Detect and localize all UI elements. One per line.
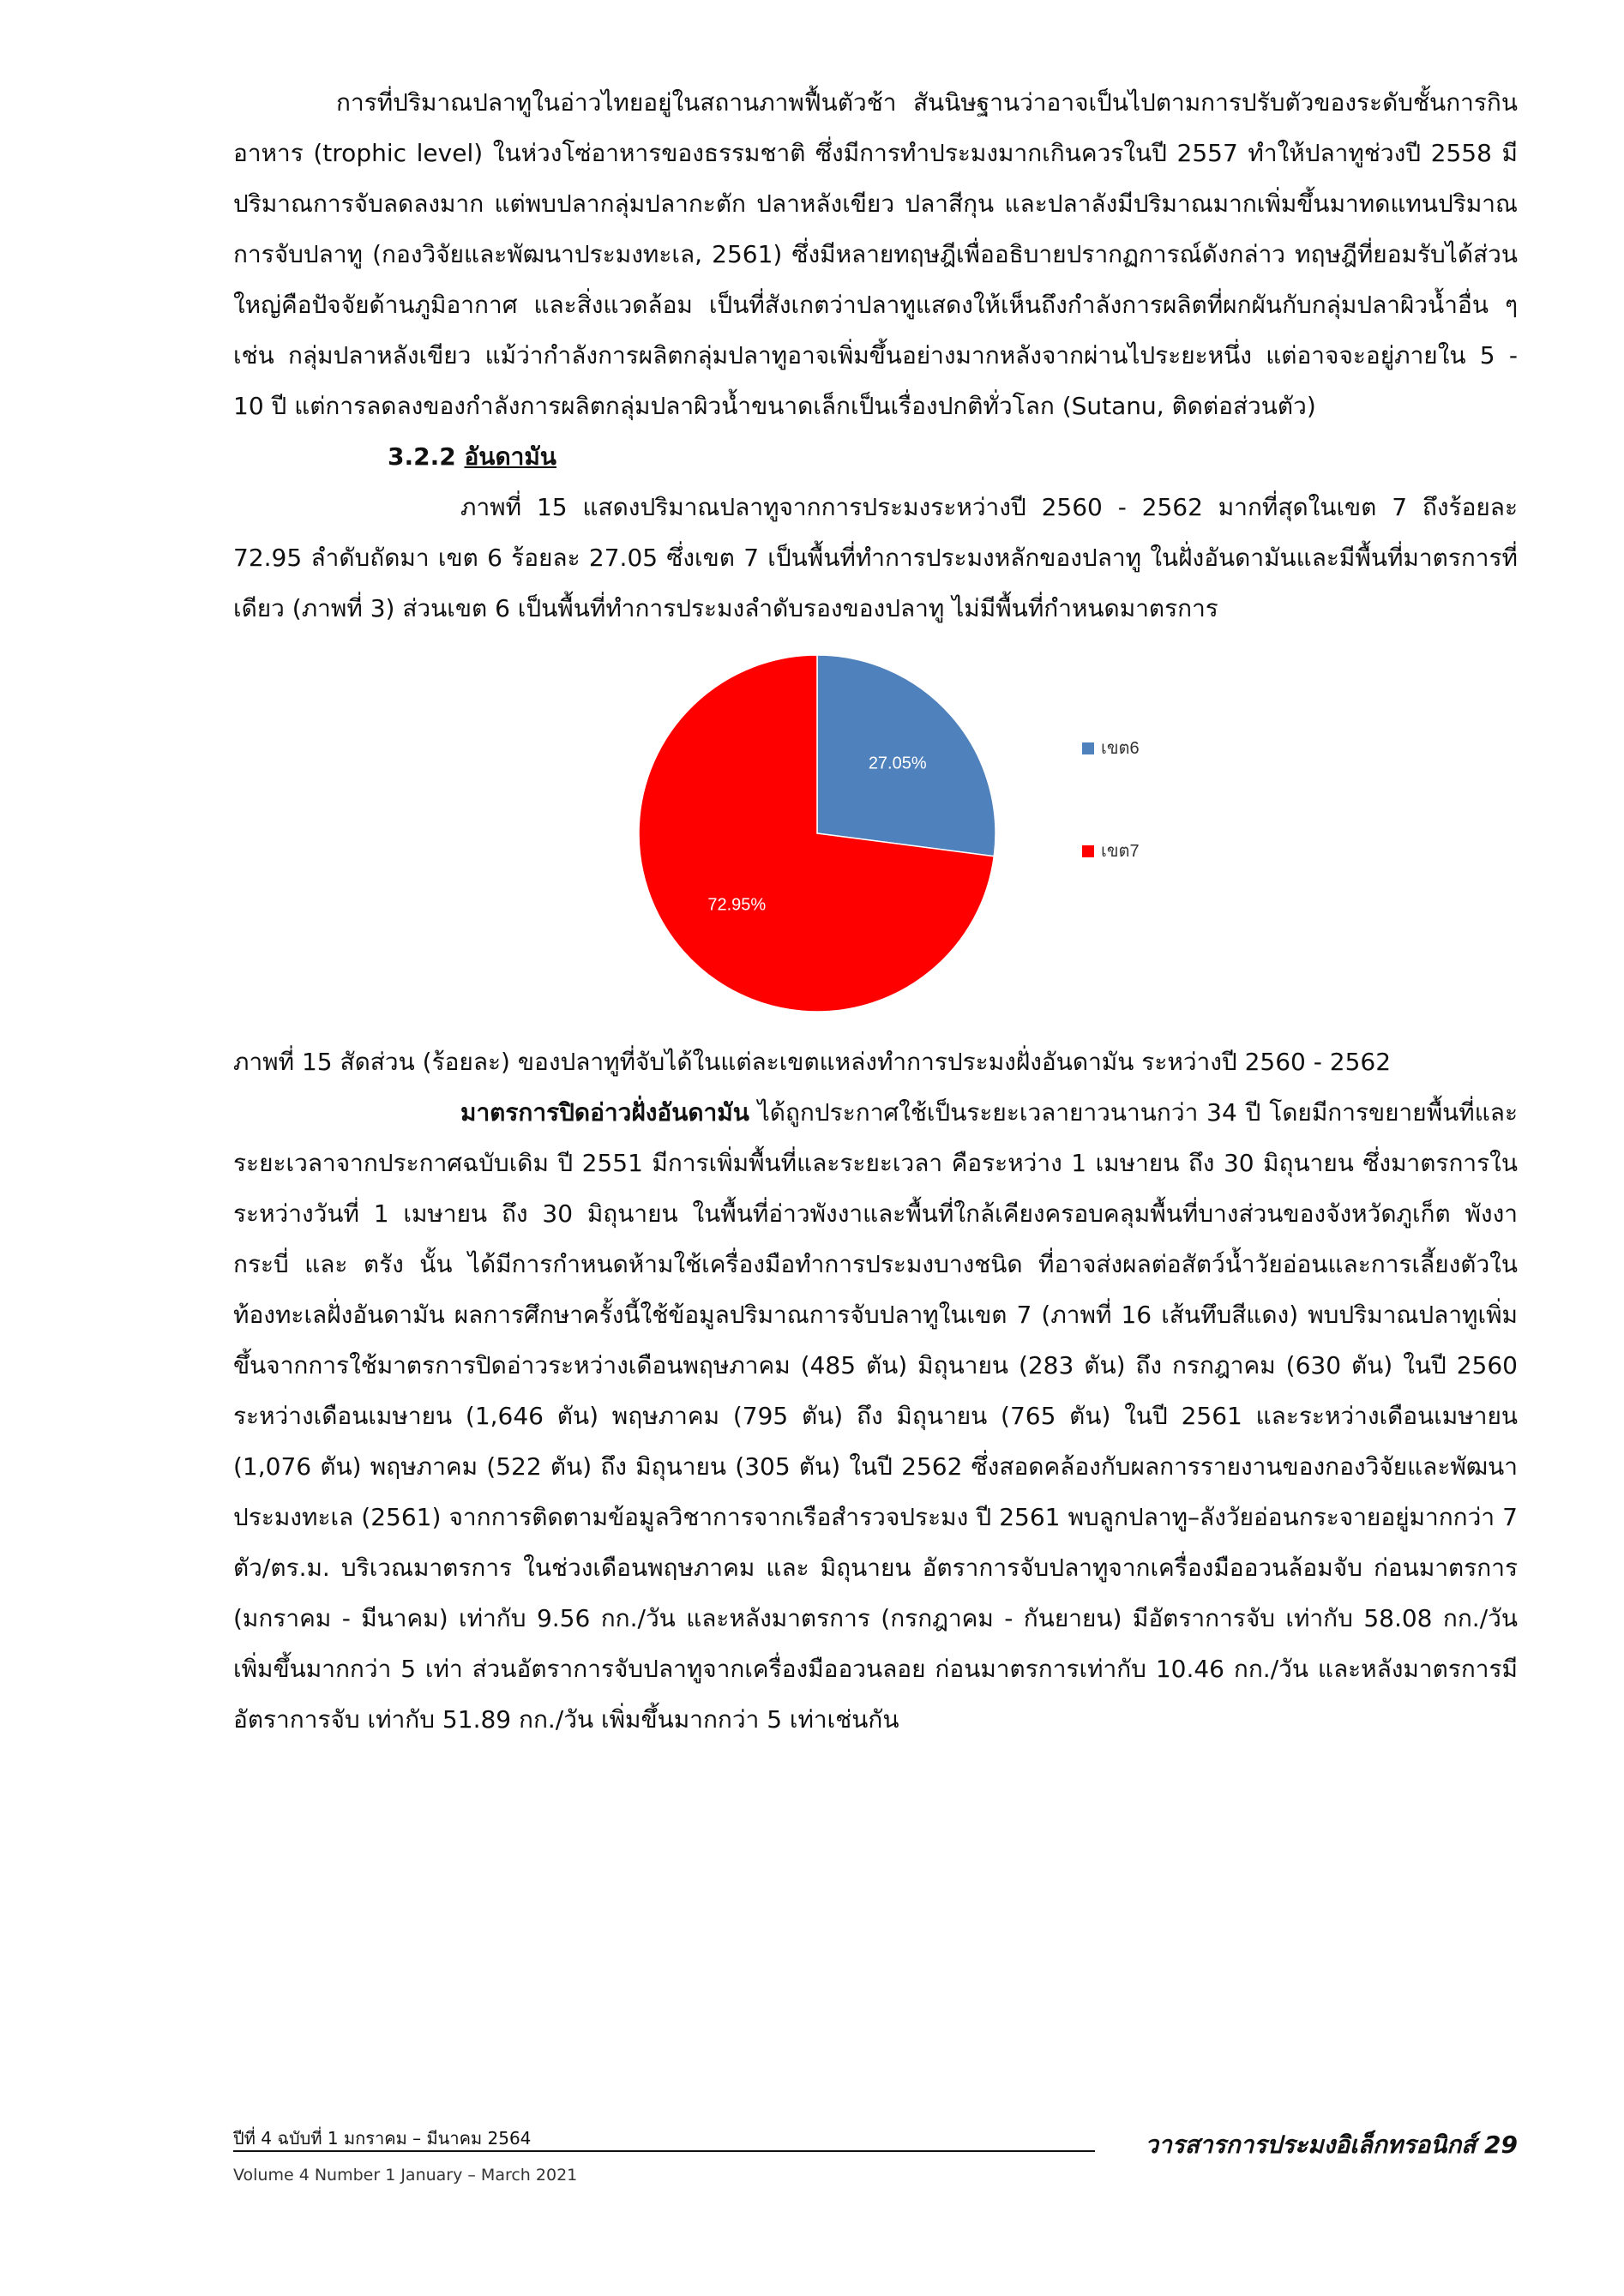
pie-chart	[233, 634, 1518, 1037]
legend-swatch	[1082, 742, 1094, 754]
section-heading	[233, 431, 1518, 482]
legend-label: เขต6	[1101, 739, 1140, 758]
figure-caption: ภาพที่ 15 สัดส่วน (ร้อยละ) ของปลาทูที่จับได้ในแต่ละเขตแหล่งทำการประมงฝั่งอันดามัน ระหว่างปี 2560 - 2562	[233, 1048, 1392, 1076]
section-title: อันดามัน	[464, 442, 556, 471]
page-content	[233, 77, 1518, 1745]
section-number: 3.2.2	[388, 442, 456, 471]
footer-rule	[233, 2150, 1095, 2152]
legend-swatch	[1082, 845, 1094, 857]
paragraph-closure-measure	[233, 1087, 1518, 1745]
footer-issue-thai: ปีที่ 4 ฉบับที่ 1 มกราคม – มีนาคม 2564	[233, 2128, 532, 2149]
closure-measure-title: มาตรการปิดอ่าวฝั่งอันดามัน	[460, 1098, 749, 1127]
footer-journal-title: วารสารการประมงอิเล็กทรอนิกส์ 29	[1145, 2131, 1518, 2159]
paragraph-gulf-recovery: การที่ปริมาณปลาทูในอ่าวไทยอยู่ในสถานภาพฟื้นตัวช้า สันนิษฐานว่าอาจเป็นไปตามการปรับตัวของระดับชั้นการกินอาหาร (trophic level) ในห่วงโซ่อาหารของธรรมชาติ ซึ่งมีการทำประมงมากเกินควรในปี 2557 ทำให้ปลาทูช่วงปี 2558 มีปริมาณการจับลดลงมาก แต่พบปลากลุ่มปลากะตัก ปลาหลังเขียว ปลาสีกุน และปลาลังมีปริมาณมากเพิ่มขึ้นมาทดแทนปริมาณการจับปลาทู (กองวิจัยและพัฒนาประมงทะเล, 2561) ซึ่งมีหลายทฤษฎีเพื่ออธิบายปรากฏการณ์ดังกล่าว ทฤษฎีที่ยอมรับได้ส่วนใหญ่คือปัจจัยด้านภูมิอากาศ และสิ่งแวดล้อม เป็นที่สังเกตว่าปลาทูแสดงให้เห็นถึงกำลังการผลิตที่ผกผันกับกลุ่มปลาผิวน้ำอื่น ๆ เช่น กลุ่มปลาหลังเขียว แม้ว่ากำลังการผลิตกลุ่มปลาทูอาจเพิ่มขึ้นอย่างมากหลังจากผ่านไประยะหนึ่ง แต่อาจจะอยู่ภายใน 5 - 10 ปี แต่การลดลงของกำลังการผลิตกลุ่มปลาผิวน้ำขนาดเล็กเป็นเรื่องปกติทั่วโลก (Sutanu, ติดต่อส่วนตัว)	[233, 88, 1518, 420]
closure-measure-body: ได้ถูกประกาศใช้เป็นระยะเวลายาวนานกว่า 34 ปี โดยมีการขยายพื้นที่และระยะเวลาจากประกาศฉบับเดิม ปี 2551 มีการเพิ่มพื้นที่และระยะเวลา คือระหว่าง 1 เมษายน ถึง 30 มิถุนายน ซึ่งมาตรการในระหว่างวันที่ 1 เมษายน ถึง 30 มิถุนายน ในพื้นที่อ่าวพังงาและพื้นที่ใกล้เคียงครอบคลุมพื้นที่บางส่วนของจังหวัดภูเก็ต พังงา กระบี่ และ ตรัง นั้น ได้มีการกำหนดห้ามใช้เครื่องมือทำการประมงบางชนิด ที่อาจส่งผลต่อสัตว์น้ำวัยอ่อนและการเลี้ยงตัวในท้องทะเลฝั่งอันดามัน ผลการศึกษาครั้งนี้ใช้ข้อมูลปริมาณการจับปลาทูในเขต 7 (ภาพที่ 16 เส้นทึบสีแดง) พบปริมาณปลาทูเพิ่มขึ้นจากการใช้มาตรการปิดอ่าวระหว่างเดือนพฤษภาคม (485 ตัน) มิถุนายน (283 ตัน) ถึง กรกฎาคม (630 ตัน) ในปี 2560 ระหว่างเดือนเมษายน (1,646 ตัน) พฤษภาคม (795 ตัน) ถึง มิถุนายน (765 ตัน) ในปี 2561 และระหว่างเดือนเมษายน (1,076 ตัน) พฤษภาคม (522 ตัน) ถึง มิถุนายน (305 ตัน) ในปี 2562 ซึ่งสอดคล้องกับผลการรายงานของกองวิจัยและพัฒนาประมงทะเล (2561) จากการติดตามข้อมูลวิชาการจากเรือสำรวจประมง ปี 2561 พบลูกปลาทู–ลังวัยอ่อนกระจายอยู่มากกว่า 7 ตัว/ตร.ม. บริเวณมาตรการ ในช่วงเดือนพฤษภาคม และ มิถุนายน อัตราการจับปลาทูจากเครื่องมืออวนล้อมจับ ก่อนมาตรการ (มกราคม - มีนาคม) เท่ากับ 9.56 กก./วัน และหลังมาตรการ (กรกฎาคม - กันยายน) มีอัตราการจับ เท่ากับ 58.08 กก./วัน เพิ่มขึ้นมากกว่า 5 เท่า ส่วนอัตราการจับปลาทูจากเครื่องมืออวนลอย ก่อนมาตรการเท่ากับ 10.46 กก./วัน และหลังมาตรการมีอัตราการจับ เท่ากับ 51.89 กก./วัน เพิ่มขึ้นมากกว่า 5 เท่าเช่นกัน	[233, 1098, 1518, 1734]
pie-data-label: 27.05%	[868, 754, 927, 773]
pie-data-label: 72.95%	[707, 895, 767, 915]
pie-chart-container	[233, 634, 1518, 1037]
paragraph-andaman-catch: ภาพที่ 15 แสดงปริมาณปลาทูจากการประมงระหว่างปี 2560 - 2562 มากที่สุดในเขต 7 ถึงร้อยละ 72.95 ลำดับถัดมา เขต 6 ร้อยละ 27.05 ซึ่งเขต 7 เป็นพื้นที่ทำการประมงหลักของปลาทู ในฝั่งอันดามันและมีพื้นที่มาตรการที่เดียว (ภาพที่ 3) ส่วนเขต 6 เป็นพื้นที่ทำการประมงลำดับรองของปลาทู ไม่มีพื้นที่กำหนดมาตรการ	[233, 493, 1518, 622]
footer-issue-english: Volume 4 Number 1 January – March 2021	[233, 2166, 578, 2185]
legend-label: เขต7	[1101, 842, 1140, 861]
